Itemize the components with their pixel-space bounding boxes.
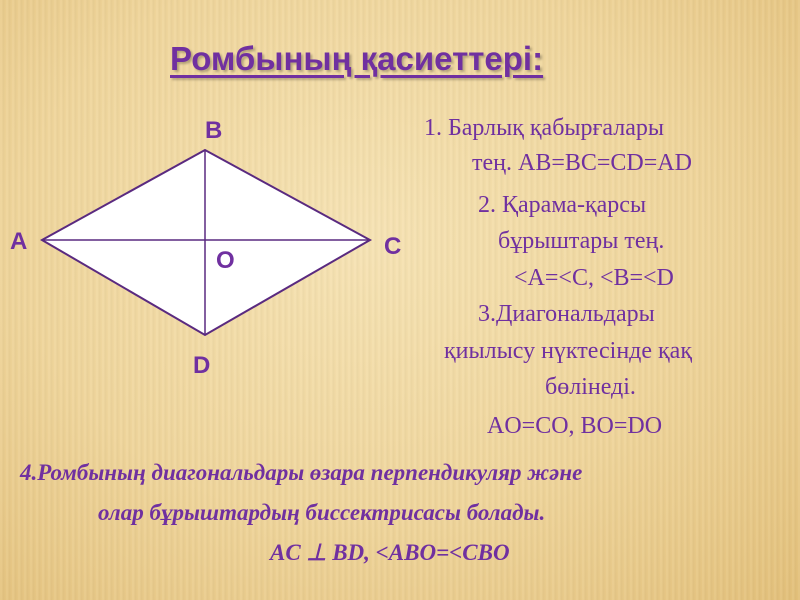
property-4-line-3: AC ⊥ BD, <ABO=<CBO — [270, 540, 510, 565]
property-4-line-1: 4.Ромбының диагональдары өзара перпендикуляр және — [20, 460, 583, 485]
property-3-line-2: қиылысу нүктесінде қақ — [444, 338, 692, 364]
property-1-line-1: 1. Барлық қабырғалары — [424, 115, 664, 141]
property-2-line-1: 2. Қарама-қарсы — [478, 192, 647, 218]
rhombus-diagram — [0, 100, 430, 400]
slide-title-text: Ромбының қасиеттері: — [170, 40, 544, 77]
property-3-line-4: AO=CO, BO=DO — [487, 413, 663, 439]
rhombus-shape — [42, 150, 370, 335]
property-3-line-1: 3.Диагональдары — [478, 301, 655, 327]
vertex-label-d: D — [193, 352, 211, 379]
slide-title — [170, 40, 543, 78]
vertex-label-c: C — [384, 233, 402, 260]
vertex-label-b: B — [205, 117, 223, 144]
property-2-line-3: <A=<C, <B=<D — [514, 265, 674, 291]
property-3-line-3: бөлінеді. — [545, 374, 636, 400]
property-4-line-2: олар бұрыштардың биссектрисасы болады. — [98, 500, 546, 525]
vertex-label-o: O — [216, 247, 235, 274]
vertex-label-a: A — [10, 228, 28, 255]
property-2-line-2: бұрыштары тең. — [498, 228, 665, 254]
property-1-line-2: тең. AB=BC=CD=AD — [472, 150, 692, 176]
